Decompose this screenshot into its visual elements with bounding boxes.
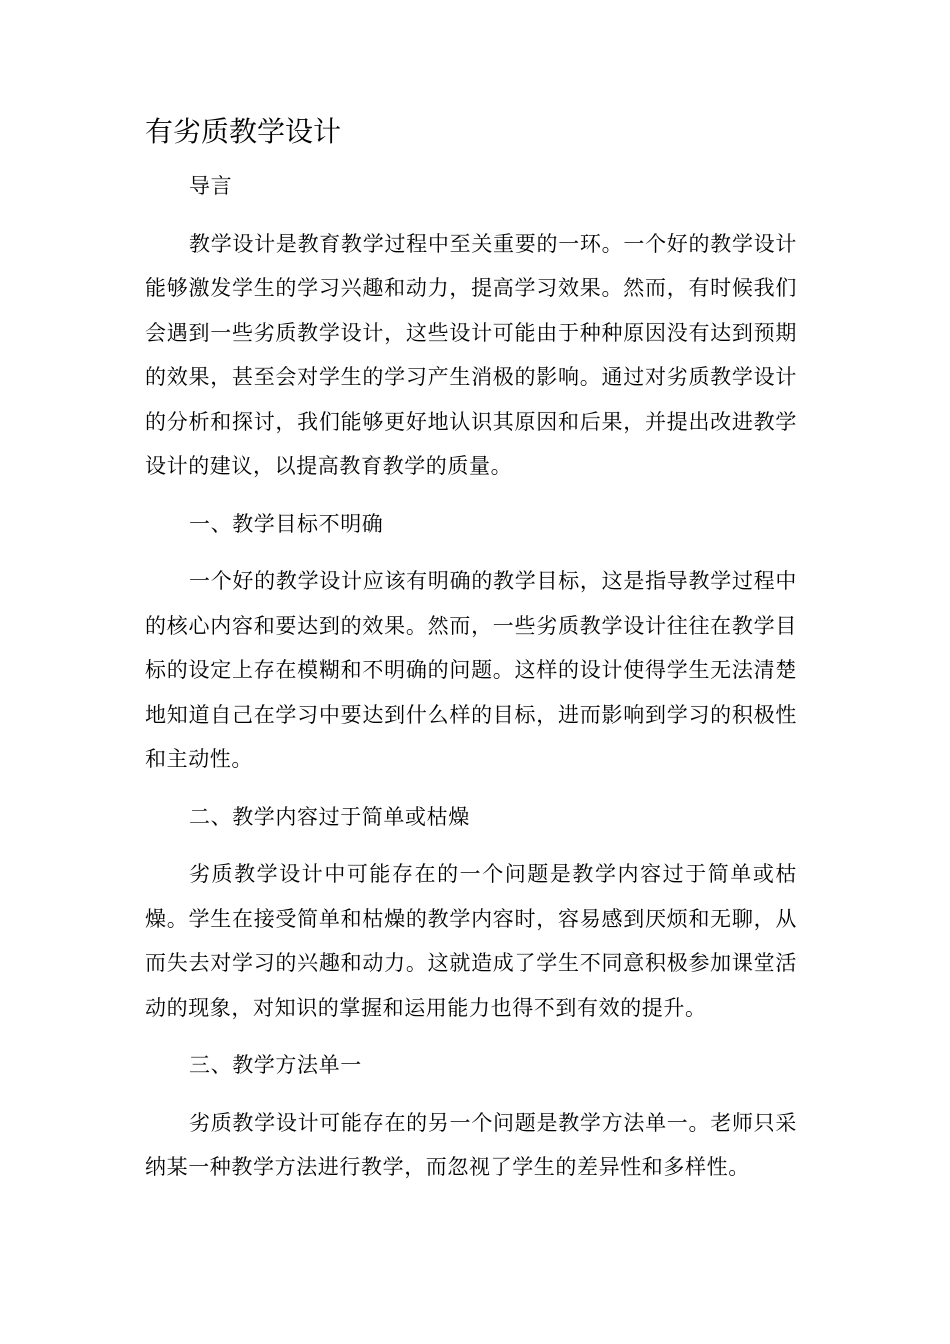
document-title: 有劣质教学设计 xyxy=(145,115,342,148)
section-heading-3: 三、教学方法单一 xyxy=(189,1053,362,1077)
document-page xyxy=(145,110,797,1203)
section-body-intro: 教学设计是教育教学过程中至关重要的一环。一个好的教学设计能够激发学生的学习兴趣和动力，提高学习效果。然而，有时候我们会遇到一些劣质教学设计，这些设计可能由于种种原因没有达到预期的效果，甚至会对学生的学习产生消极的影响。通过对劣质教学设计的分析和探讨，我们能够更好地认识其原因和后果，并提出改进教学设计的建议，以提高教育教学的质量。 xyxy=(145,231,797,478)
section-body-3: 劣质教学设计可能存在的另一个问题是教学方法单一。老师只采纳某一种教学方法进行教学，而忽视了学生的差异性和多样性。 xyxy=(145,1110,797,1179)
section-heading-2: 二、教学内容过于简单或枯燥 xyxy=(189,804,470,829)
section-heading-1: 一、教学目标不明确 xyxy=(189,511,384,536)
section-body-2: 劣质教学设计中可能存在的一个问题是教学内容过于简单或枯燥。学生在接受简单和枯燥的教学内容时，容易感到厌烦和无聊，从而失去对学习的兴趣和动力。这就造成了学生不同意积极参加课堂活动的现象，对知识的掌握和运用能力也得不到有效的提升。 xyxy=(145,862,797,1020)
section-heading-intro: 导言 xyxy=(189,174,233,198)
section-body-1: 一个好的教学设计应该有明确的教学目标，这是指导教学过程中的核心内容和要达到的效果。然而，一些劣质教学设计往往在教学目标的设定上存在模糊和不明确的问题。这样的设计使得学生无法清楚地知道自己在学习中要达到什么样的目标，进而影响到学习的积极性和主动性。 xyxy=(145,569,797,771)
